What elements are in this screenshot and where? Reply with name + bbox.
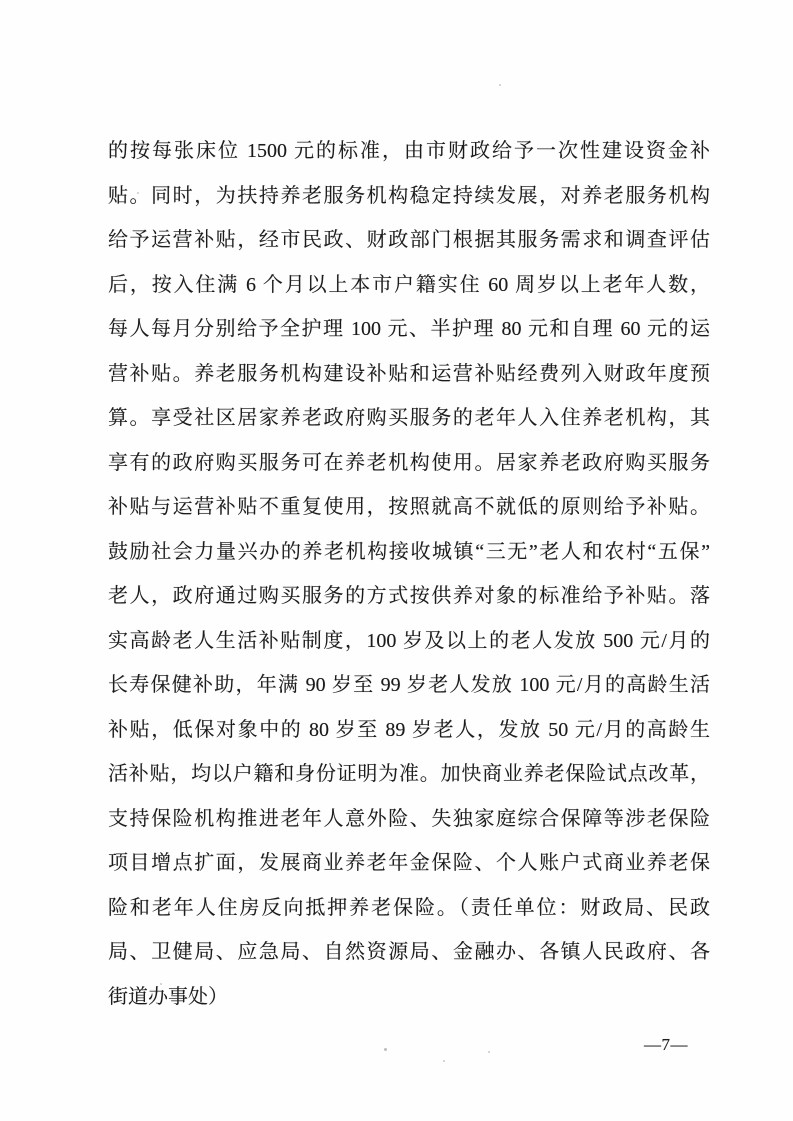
- paragraph-line: 的按每张床位 1500 元的标准，由市财政给予一次性建设资金补: [108, 140, 710, 162]
- scan-speck: [384, 1048, 387, 1051]
- paragraph-line: 鼓励社会力量兴办的养老机构接收城镇“三无”老人和农村“五保”: [108, 540, 710, 563]
- paragraph-line: 项目增点扩面，发展商业养老年金保险、个人账户式商业养老保: [108, 852, 710, 874]
- page-number: —7—: [644, 1035, 688, 1054]
- paragraph-line: 支持保险机构推进老年人意外险、失独家庭综合保障等涉老保险: [108, 807, 710, 830]
- paragraph-line: 补贴与运营补贴不重复使用，按照就高不就低的原则给予补贴。: [108, 496, 710, 518]
- scan-speck: [137, 192, 139, 194]
- paragraph-line: 给予运营补贴，经市民政、财政部门根据其服务需求和调查评估: [108, 229, 710, 251]
- paragraph-line: 享有的政府购买服务可在养老机构使用。居家养老政府购买服务: [108, 451, 710, 474]
- paragraph-line: 长寿保健补助，年满 90 岁至 99 岁老人发放 100 元/月的高龄生活: [108, 674, 710, 696]
- body-text: [108, 129, 710, 1019]
- paragraph-line: 补贴，低保对象中的 80 岁至 89 岁老人，发放 50 元/月的高龄生: [108, 718, 710, 741]
- paragraph-line: 营补贴。养老服务机构建设补贴和运营补贴经费列入财政年度预: [108, 362, 710, 385]
- scan-speck: [160, 983, 162, 985]
- paragraph-line: 实高龄老人生活补贴制度，100 岁及以上的老人发放 500 元/月的: [108, 629, 710, 652]
- paragraph-line: 算。享受社区居家养老政府购买服务的老年人入住养老机构，其: [108, 407, 710, 429]
- paragraph-line: 老人，政府通过购买服务的方式按供养对象的标准给予补贴。落: [108, 585, 710, 607]
- paragraph-line: 贴。同时，为扶持养老服务机构稳定持续发展，对养老服务机构: [108, 184, 710, 207]
- paragraph-line: 每人每月分别给予全护理 100 元、半护理 80 元和自理 60 元的运: [108, 318, 710, 340]
- paragraph-line: 街道办事处）: [108, 985, 228, 1008]
- paragraph-line: 局、卫健局、应急局、自然资源局、金融办、各镇人民政府、各: [108, 941, 710, 963]
- paragraph-line: 活补贴，均以户籍和身份证明为准。加快商业养老保险试点改革，: [108, 763, 710, 785]
- scan-speck: [499, 84, 501, 86]
- scan-speck: [488, 1051, 490, 1053]
- paragraph-line: 后，按入住满 6 个月以上本市户籍实住 60 周岁以上老年人数，: [108, 273, 710, 296]
- paragraph-line: 险和老年人住房反向抵押养老保险。（责任单位：财政局、民政: [108, 896, 710, 919]
- scan-speck: [443, 1060, 445, 1062]
